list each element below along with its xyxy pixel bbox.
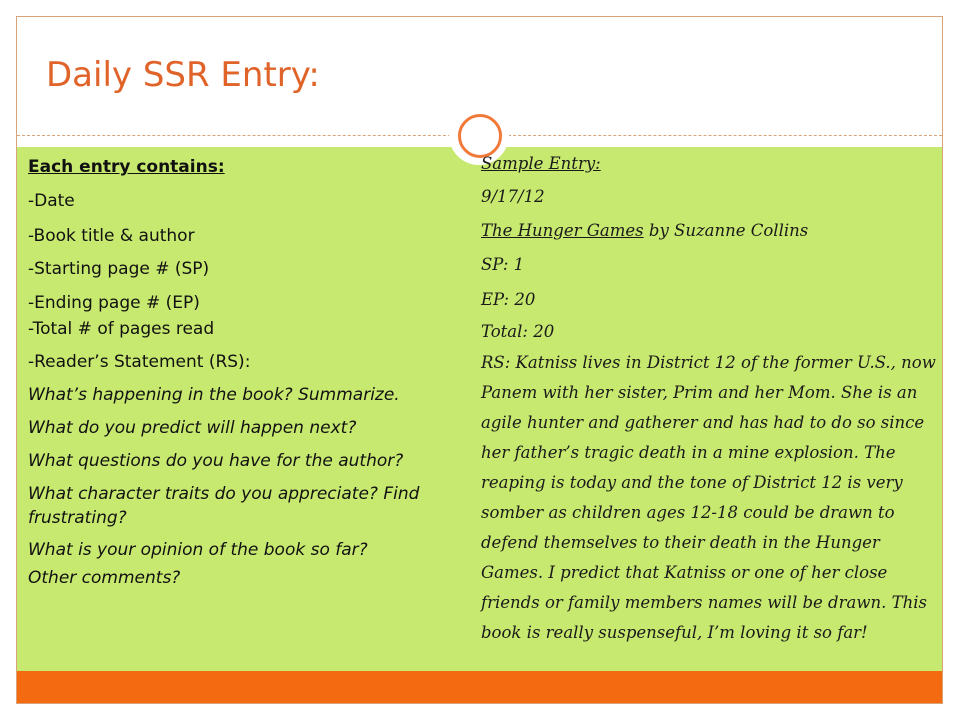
slide-title: Daily SSR Entry: [46,55,320,95]
sample-starting-page: SP: 1 [481,255,525,274]
question-summarize: What’s happening in the book? Summarize. [28,385,400,405]
question-other-comments: Other comments? [28,568,181,588]
item-ending-page: -Ending page # (EP) [28,293,200,313]
question-predict: What do you predict will happen next? [28,418,357,438]
question-author: What questions do you have for the author? [28,451,404,471]
item-readers-statement: -Reader’s Statement (RS): [28,352,251,372]
instructions-column [28,155,498,590]
sample-book-title: The Hunger Games [481,221,644,240]
item-starting-page: -Starting page # (SP) [28,259,210,279]
sample-book [481,218,943,243]
item-total-pages: -Total # of pages read [28,319,215,339]
sample-entry-column [481,151,943,648]
item-book-title: -Book title & author [28,226,195,246]
question-character-traits: What character traits do you appreciate? Find frustrating? [28,484,420,528]
instructions-heading: Each entry contains: [28,157,225,177]
question-opinion: What is your opinion of the book so far? [28,540,368,560]
footer-bar [17,671,942,704]
item-date: -Date [28,191,75,211]
sample-date: 9/17/12 [481,187,545,206]
slide [16,16,943,704]
sample-heading: Sample Entry: [481,154,601,173]
sample-readers-statement: RS: Katniss lives in District 12 of the former U.S., now Panem with her sister, Prim and her Mom. She is an agile hunter and gatherer and has had to do so since her father’s tragic death in a mine explosion. The reaping is today and the tone of District 12 is very somber as children ages 12-18 could be drawn to defend themselves to their death in the Hunger Games. I predict that Katniss or one of her close friends or family members names will be drawn. This book is really suspenseful, I’m loving it so far! [481,353,936,642]
sample-ending-page: EP: 20 [481,290,536,309]
sample-book-author: by Suzanne Collins [643,221,809,240]
sample-total-pages: Total: 20 [481,322,555,341]
